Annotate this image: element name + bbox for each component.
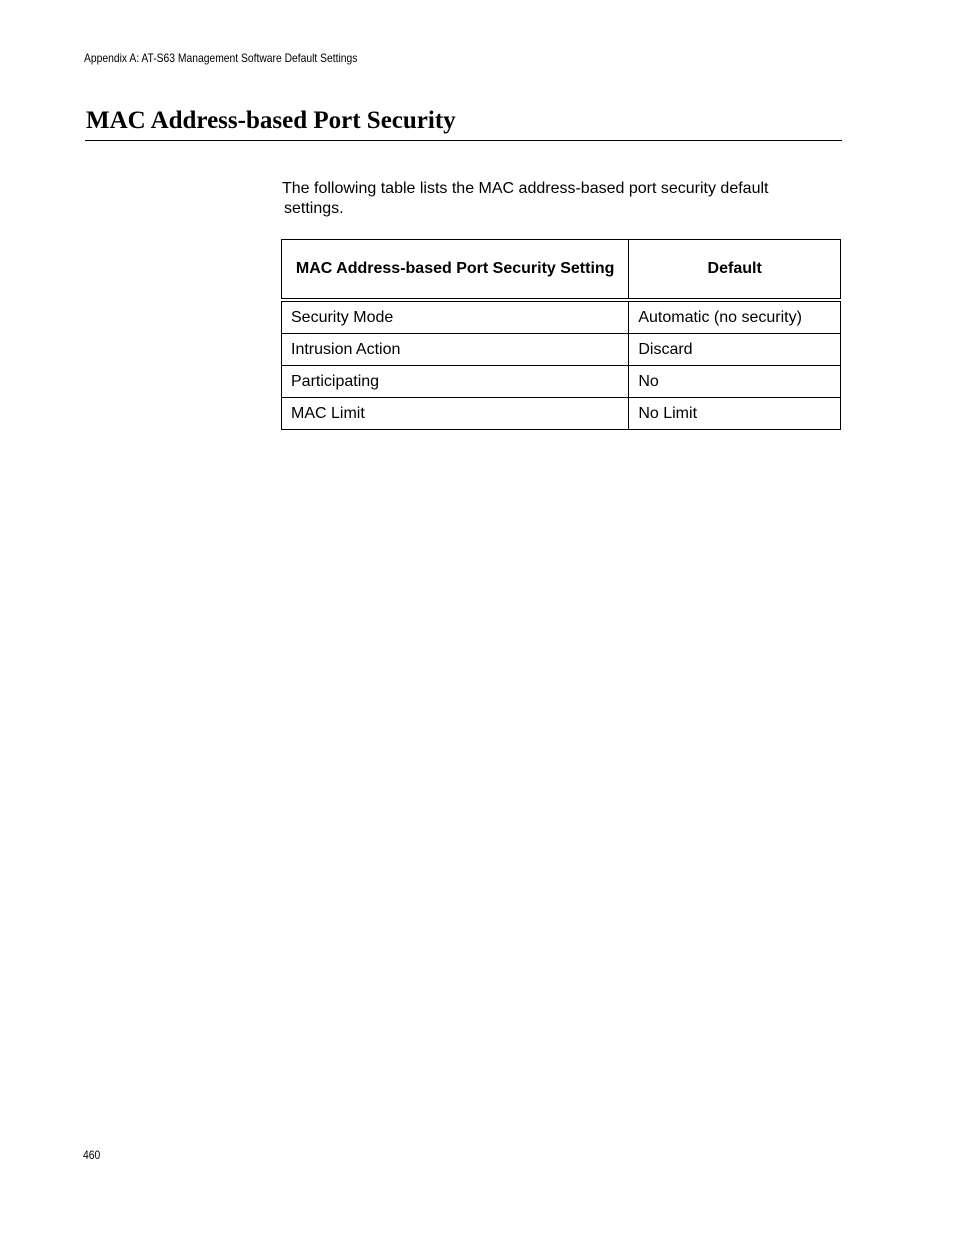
default-cell: Discard: [629, 334, 841, 366]
default-cell: No: [629, 366, 841, 398]
table-row: [282, 366, 841, 398]
section-title: MAC Address-based Port Security: [86, 107, 456, 134]
table-row: [282, 398, 841, 430]
intro-line-1: The following table lists the MAC address-based port security default: [282, 180, 769, 197]
running-header: Appendix A: AT-S63 Management Software Default Settings: [84, 51, 358, 65]
setting-cell: Intrusion Action: [282, 334, 629, 366]
table-row: [282, 300, 841, 334]
page-number: 460: [83, 1148, 101, 1162]
default-cell: Automatic (no security): [629, 300, 841, 334]
default-cell: No Limit: [629, 398, 841, 430]
table-header-row: [282, 240, 841, 301]
title-rule: [85, 140, 842, 141]
setting-cell: Security Mode: [282, 300, 629, 334]
setting-cell: Participating: [282, 366, 629, 398]
intro-line-2: settings.: [284, 200, 344, 217]
column-header-default: Default: [629, 240, 841, 301]
settings-table: [281, 239, 841, 430]
intro-paragraph: [282, 179, 842, 219]
column-header-setting: MAC Address-based Port Security Setting: [282, 240, 629, 301]
setting-cell: MAC Limit: [282, 398, 629, 430]
table-row: [282, 334, 841, 366]
